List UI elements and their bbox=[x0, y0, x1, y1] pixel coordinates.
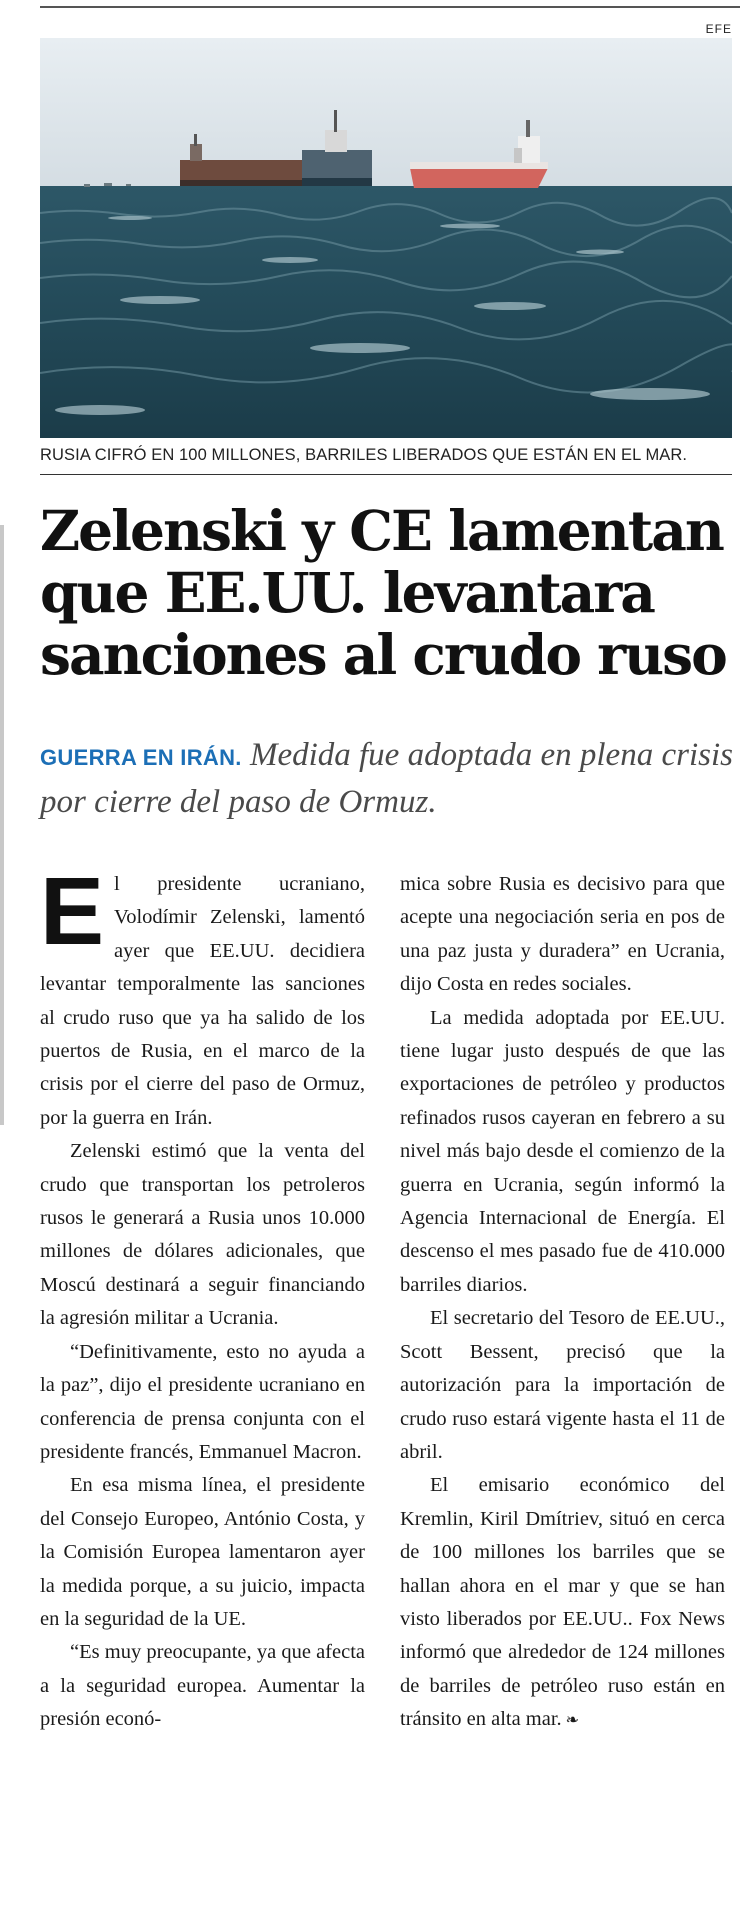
paragraph: Zelenski estimó que la venta del crudo que transportan los petroleros rusos le generará a Rusia unos 10.000 millones de dólares adicionales, que Moscú destinará a seguir financiando la agresión militar a Ucrania. bbox=[40, 1140, 365, 1330]
photo-credit: EFE bbox=[705, 22, 732, 36]
paragraph: En esa misma línea, el presidente del Consejo Europeo, António Costa, y la Comisión Europea lamentaron ayer la medida porque, a su juicio, impacta en la seguridad de la UE. bbox=[40, 1474, 365, 1630]
headline-line-3: sanciones al crudo ruso bbox=[40, 622, 726, 687]
article-column-right bbox=[400, 868, 725, 1737]
photo-caption: RUSIA CIFRÓ EN 100 MILLONES, BARRILES LIBERADOS QUE ESTÁN EN EL MAR. bbox=[40, 446, 688, 464]
article-column-left bbox=[40, 858, 365, 1737]
drop-cap: E bbox=[40, 858, 105, 965]
section-tag: GUERRA EN IRÁN. bbox=[40, 745, 242, 770]
page-gutter-edge bbox=[0, 525, 4, 1125]
headline-line-1: Zelenski y CE lamentan bbox=[40, 498, 723, 563]
subheadline bbox=[40, 733, 740, 824]
caption-rule bbox=[40, 474, 732, 475]
paragraph: l presidente ucraniano, Volodímir Zelenski, lamentó ayer que EE.UU. decidiera levantar temporalmente las sanciones al crudo ruso que ya ha salido de los puertos de Rusia, en el marco de la crisis por el cierre del paso de Ormuz, por la guerra en Irán. bbox=[40, 873, 365, 1129]
paragraph: mica sobre Rusia es decisivo para que acepte una negociación seria en pos de una paz justa y duradera” en Ucrania, dijo Costa en redes sociales. bbox=[400, 873, 725, 996]
paragraph-text: El emisario económico del Kremlin, Kiril Dmítriev, situó en cerca de 100 millones los barriles que se hallan ahora en el mar y que se han visto liberados por EE.UU.. Fox News informó que alrededor de 124 millones de barriles de petróleo ruso están en tránsito en alta mar. bbox=[400, 1474, 725, 1731]
paragraph: El secretario del Tesoro de EE.UU., Scott Bessent, precisó que la autorización para la importación de crudo ruso estará vigente hasta el 11 de abril. bbox=[400, 1307, 725, 1463]
headline-line-2: que EE.UU. levantara bbox=[40, 560, 654, 625]
top-rule bbox=[40, 6, 740, 8]
end-mark-icon: ❧ bbox=[565, 1710, 580, 1730]
news-photo-oil-tankers bbox=[40, 38, 732, 438]
paragraph: “Es muy preocupante, ya que afecta a la seguridad europea. Aumentar la presión econó- bbox=[40, 1641, 365, 1731]
subheadline-text: Medida fue adoptada en plena crisis por cierre del paso de Ormuz. bbox=[40, 737, 733, 820]
headline bbox=[40, 500, 740, 686]
paragraph: “Definitivamente, esto no ayuda a la paz”, dijo el presidente ucraniano en conferencia de prensa conjunta con el presidente francés, Emmanuel Macron. bbox=[40, 1340, 365, 1463]
paragraph-last bbox=[400, 1469, 725, 1736]
paragraph: La medida adoptada por EE.UU. tiene lugar justo después de que las exportaciones de petróleo y productos refinados rusos cayeran en febrero a su nivel más bajo desde el comienzo de la guerra en Ucrania, según informó la Agencia Internacional de Energía. El descenso el mes pasado fue de 410.000 barriles diarios. bbox=[400, 1006, 725, 1296]
